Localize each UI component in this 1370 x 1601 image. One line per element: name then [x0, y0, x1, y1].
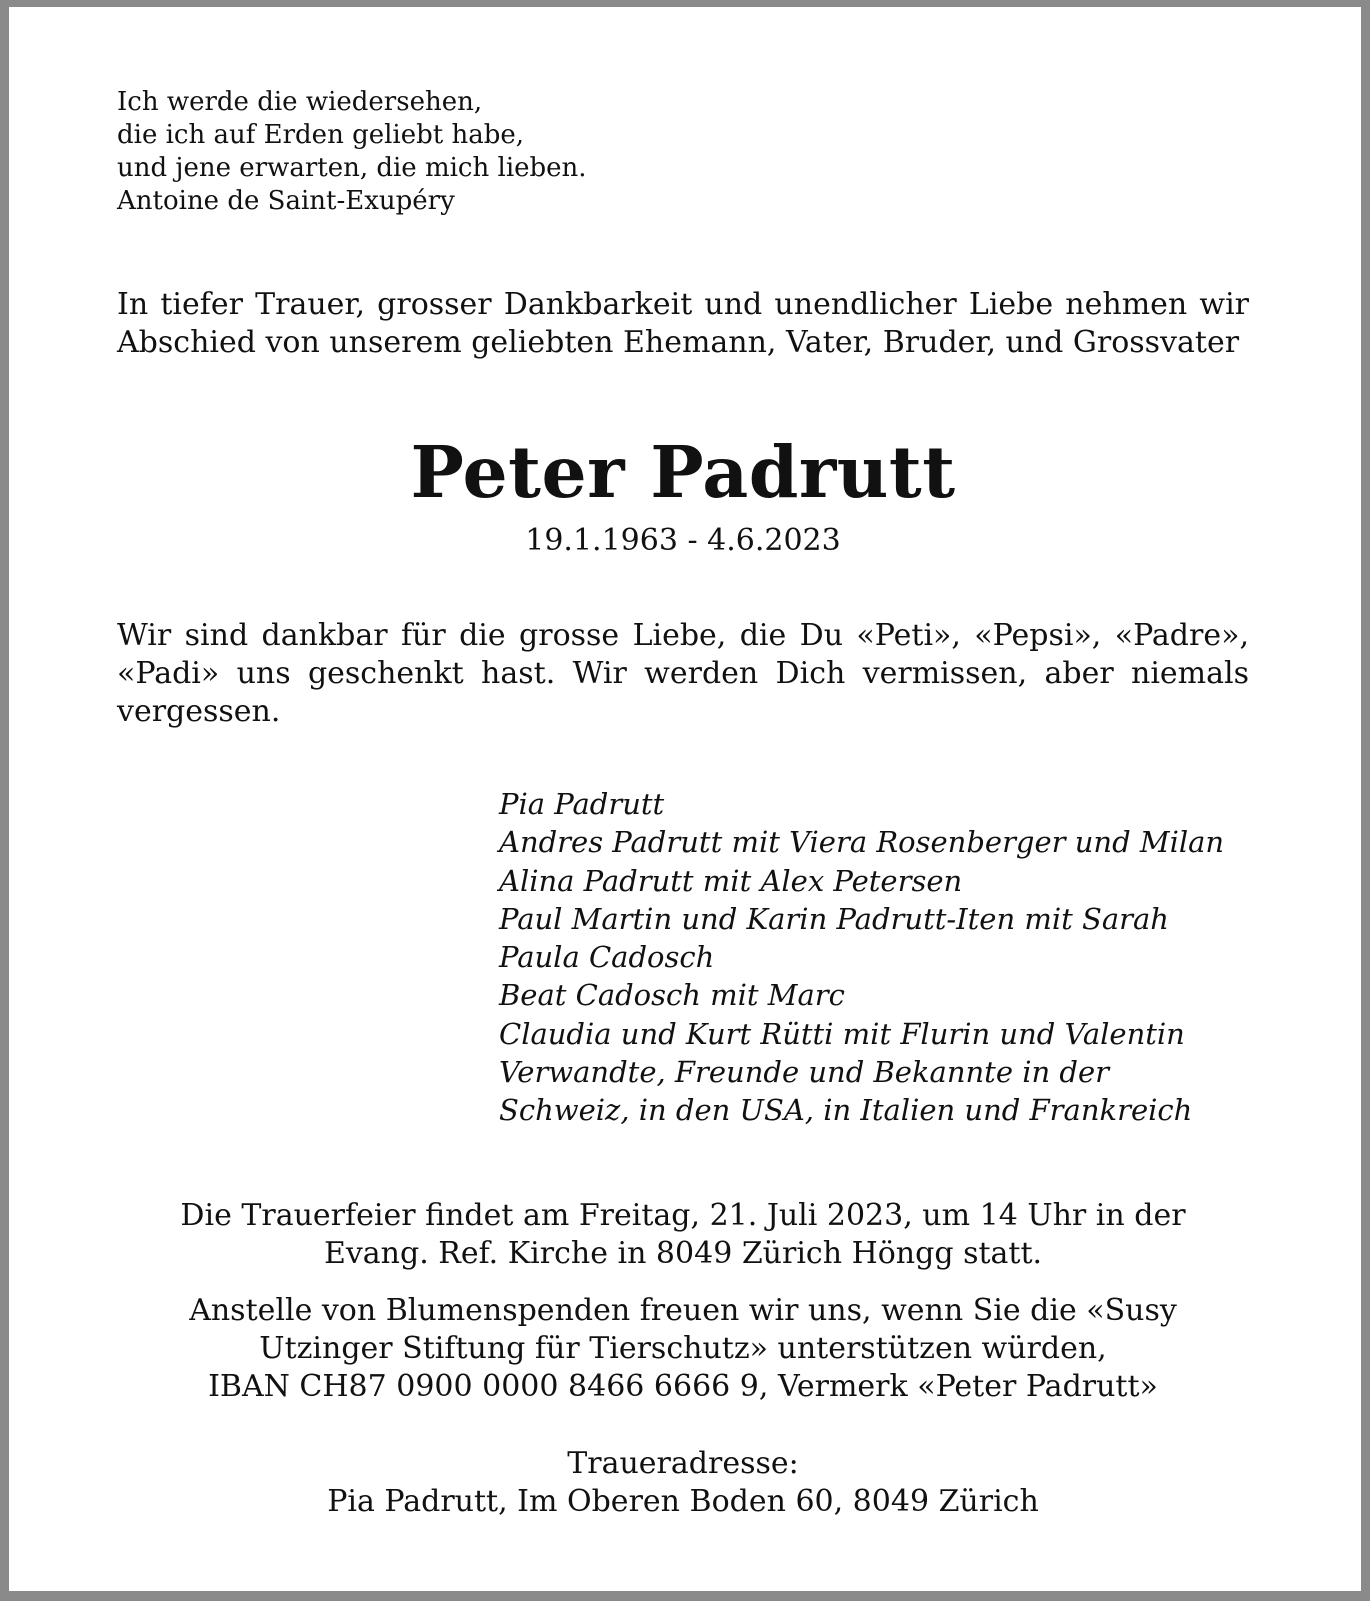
- mourner-line: Paul Martin und Karin Padrutt-Iten mit Sarah: [499, 901, 1169, 936]
- quote-author: Antoine de Saint-Exupéry: [117, 186, 455, 216]
- mourner-line: Pia Padrutt: [499, 787, 665, 821]
- address-value: Pia Padrutt, Im Oberen Boden 60, 8049 Zürich: [327, 1484, 1039, 1519]
- quote-line: und jene erwarten, die mich lieben.: [117, 153, 587, 183]
- mourner-line: Schweiz, in den USA, in Italien und Frankreich: [499, 1093, 1193, 1128]
- mourning-address: [117, 1445, 1249, 1521]
- donation-iban: IBAN CH87 0900 0000 8466 6666 9, Vermerk «Peter Padrutt»: [208, 1369, 1158, 1404]
- thanks-paragraph: Wir sind dankbar für die grosse Liebe, die Du «Peti», «Pepsi», «Padre», «Padi» uns geschenkt hast. Wir werden Dich vermissen, aber niemals vergessen.: [117, 618, 1249, 729]
- mourners-list: [499, 785, 1299, 1130]
- mourner-line: Beat Cadosch mit Marc: [499, 978, 845, 1013]
- epigraph-quote: [117, 86, 817, 218]
- mourner-line: Andres Padrutt mit Viera Rosenberger und Milan: [499, 825, 1225, 860]
- intro-paragraph: In tiefer Trauer, grosser Dankbarkeit und unendlicher Liebe nehmen wir Abschied von unserem geliebten Ehemann, Vater, Bruder, und Grossvater: [117, 287, 1249, 360]
- life-dates: 19.1.1963 - 4.6.2023: [525, 523, 841, 558]
- quote-line: die ich auf Erden geliebt habe,: [117, 120, 525, 150]
- mourner-line: Paula Cadosch: [499, 940, 715, 975]
- donation-line: Utzinger Stiftung für Tierschutz» unterstützen würden,: [259, 1331, 1107, 1366]
- donation-notice: [117, 1292, 1249, 1406]
- mourner-line: Claudia und Kurt Rütti mit Flurin und Valentin: [499, 1016, 1185, 1051]
- ceremony-line: Die Trauerfeier findet am Freitag, 21. Juli 2023, um 14 Uhr in der: [180, 1198, 1186, 1233]
- ceremony-notice: [117, 1197, 1249, 1273]
- mourner-line: Alina Padrutt mit Alex Petersen: [499, 863, 963, 898]
- quote-line: Ich werde die wiedersehen,: [117, 87, 483, 117]
- donation-line: Anstelle von Blumenspenden freuen wir uns, wenn Sie die «Susy: [189, 1293, 1177, 1328]
- ceremony-line: Evang. Ref. Kirche in 8049 Zürich Höngg statt.: [323, 1236, 1043, 1271]
- address-label: Traueradresse:: [567, 1446, 799, 1481]
- mourner-line: Verwandte, Freunde und Bekannte in der: [499, 1055, 1109, 1090]
- deceased-name: Peter Padrutt: [410, 430, 956, 514]
